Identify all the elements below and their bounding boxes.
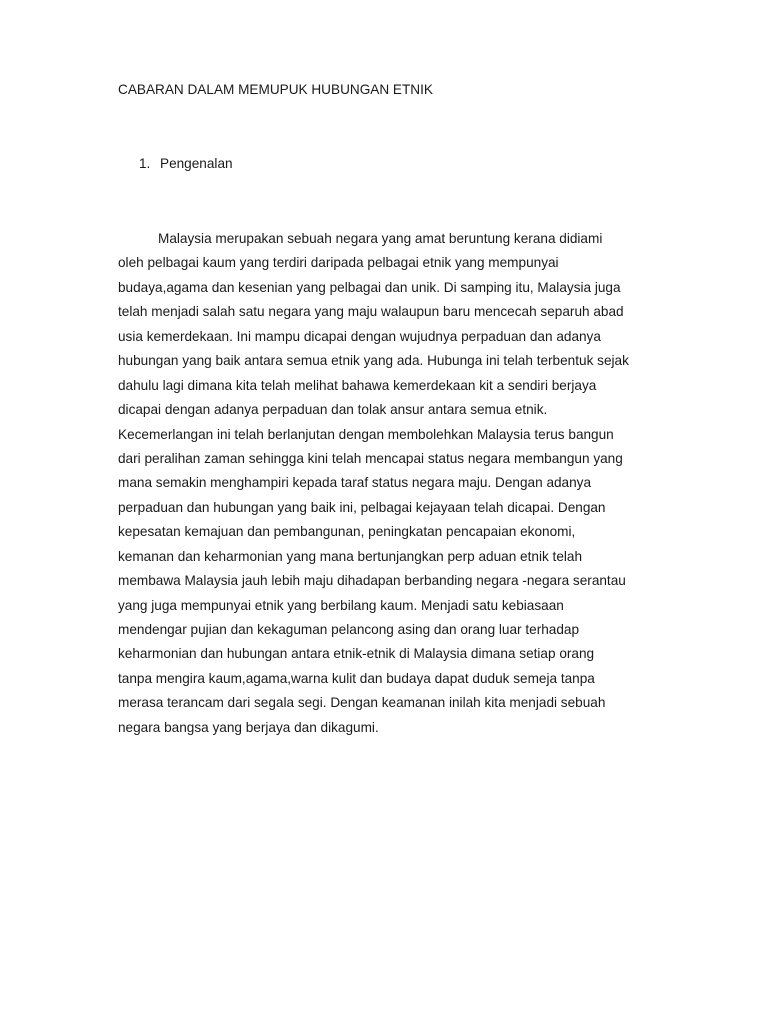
paragraph-line: kepesatan kemajuan dan pembangunan, peningkatan pencapaian ekonomi, <box>118 524 576 540</box>
paragraph-line: yang juga mempunyai etnik yang berbilang kaum. Menjadi satu kebiasaan <box>118 597 564 613</box>
paragraph-line: mendengar pujian dan kekaguman pelancong asing dan orang luar terhadap <box>118 622 580 637</box>
paragraph-line: dari peralihan zaman sehingga kini telah mencapai status negara membangun yang <box>118 450 623 466</box>
paragraph-line: hubungan yang baik antara semua etnik yang ada. Hubunga ini telah terbentuk sejak <box>118 353 629 369</box>
paragraph-line: Kecemerlangan ini telah berlanjutan dengan membolehkan Malaysia terus bangun <box>118 426 614 442</box>
paragraph-line: negara bangsa yang berjaya dan dikagumi. <box>118 719 379 735</box>
paragraph-line: perpaduan dan hubungan yang baik ini, pelbagai kejayaan telah dicapai. Dengan <box>118 499 606 515</box>
paragraph-line: keharmonian dan hubungan antara etnik-etnik di Malaysia dimana setiap orang <box>118 646 595 662</box>
paragraph-line: tanpa mengira kaum,agama,warna kulit dan budaya dapat duduk semeja tanpa <box>118 670 595 686</box>
paragraph-line: kemanan dan keharmonian yang mana bertunjangkan perp aduan etnik telah <box>118 548 583 564</box>
paragraph-line: oleh pelbagai kaum yang terdiri daripada pelbagai etnik yang mempunyai <box>118 255 559 271</box>
paragraph-line: dicapai dengan adanya perpaduan dan tolak ansur antara semua etnik. <box>118 402 548 418</box>
paragraph-line: budaya,agama dan kesenian yang pelbagai dan unik. Di samping itu, Malaysia juga <box>118 279 621 295</box>
body-paragraph <box>118 227 658 740</box>
paragraph-line: mana semakin menghampiri kepada taraf status negara maju. Dengan adanya <box>118 475 592 491</box>
paragraph-line: merasa terancam dari segala segi. Dengan keamanan inilah kita menjadi sebuah <box>118 695 606 711</box>
section-heading-text: Pengenalan <box>160 156 233 171</box>
section-number: 1. <box>139 156 151 171</box>
document-title: CABARAN DALAM MEMUPUK HUBUNGAN ETNIK <box>118 82 433 97</box>
section-heading <box>139 156 233 171</box>
paragraph-line: dahulu lagi dimana kita telah melihat bahawa kemerdekaan kit a sendiri berjaya <box>118 377 597 393</box>
paragraph-line: usia kemerdekaan. Ini mampu dicapai dengan wujudnya perpaduan dan adanya <box>118 328 601 344</box>
paragraph-line: telah menjadi salah satu negara yang maju walaupun baru mencecah separuh abad <box>118 304 624 320</box>
paragraph-line: membawa Malaysia jauh lebih maju dihadapan berbanding negara -negara serantau <box>118 573 626 589</box>
paragraph-line: Malaysia merupakan sebuah negara yang amat beruntung kerana didiami <box>158 231 603 246</box>
